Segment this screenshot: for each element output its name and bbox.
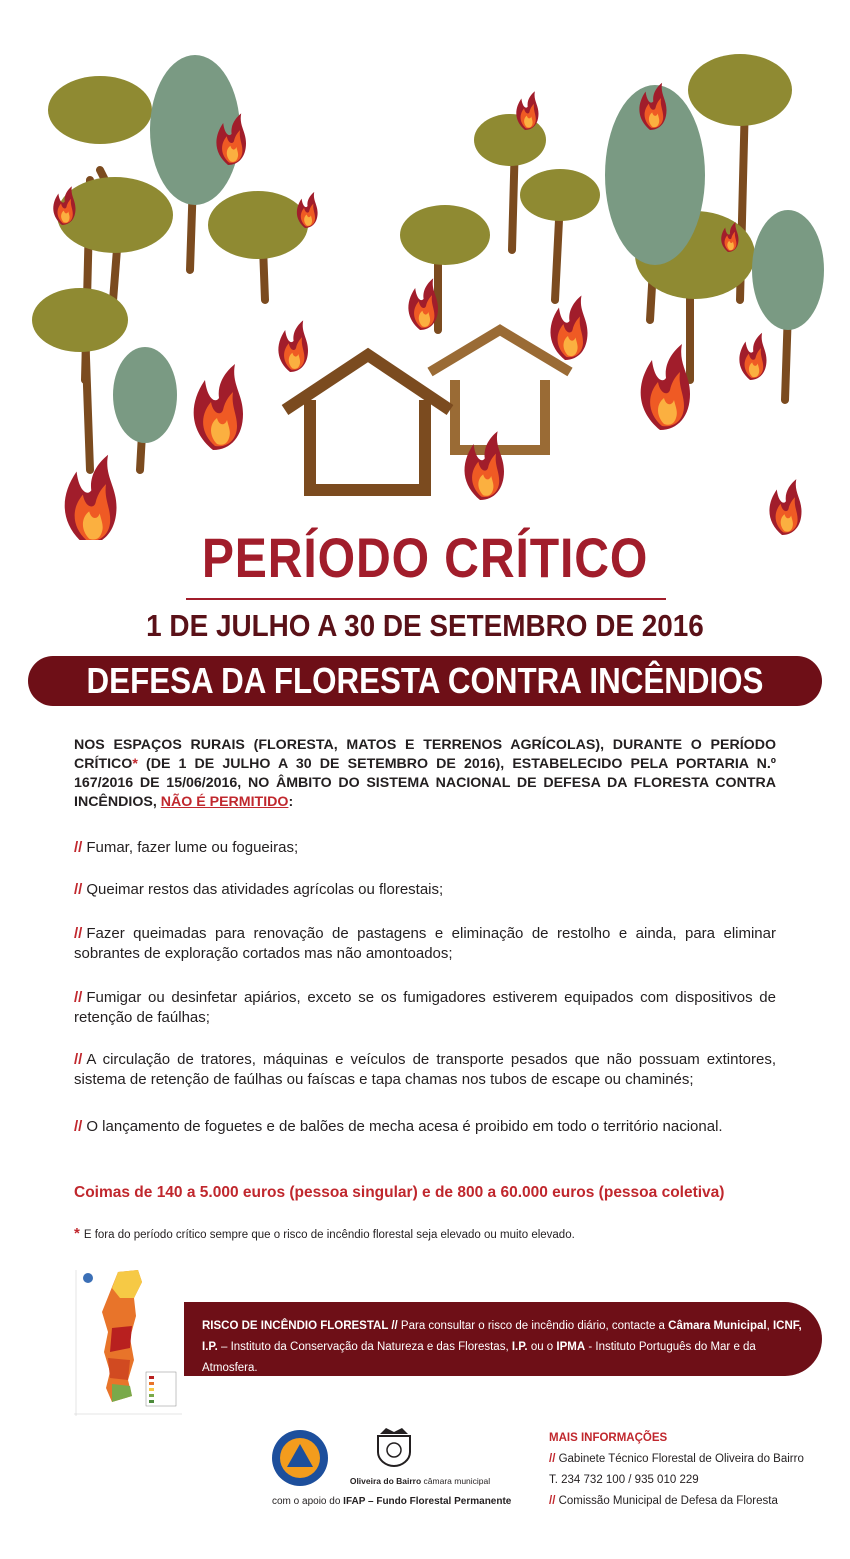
municipality-name-rest: câmara municipal	[421, 1476, 491, 1486]
list-marker: //	[74, 1118, 83, 1135]
footnote-text: E fora do período crítico sempre que o risco de incêndio florestal seja elevado ou muito elevado.	[83, 1229, 575, 1241]
risk-text-2: ,	[766, 1320, 773, 1332]
list-marker: //	[74, 881, 83, 898]
title-divider	[186, 598, 666, 600]
civil-protection-logo	[270, 1428, 330, 1488]
info-office: Gabinete Técnico Florestal de Oliveira do Bairro	[558, 1453, 804, 1465]
risk-bold-4: IPMA	[556, 1341, 586, 1353]
support-credit	[272, 1496, 532, 1507]
risk-bold-2: ICNF, I.P.	[202, 1320, 802, 1353]
list-item	[74, 1050, 776, 1090]
support-org: IFAP – Fundo Florestal Permanente	[343, 1496, 512, 1507]
intro-asterisk: *	[132, 756, 138, 772]
not-permitted-label: NÃO É PERMITIDO	[160, 794, 289, 810]
info-marker: //	[549, 1495, 556, 1507]
risk-info-banner	[184, 1302, 822, 1376]
info-marker: //	[549, 1453, 556, 1465]
footnote-asterisk: *	[74, 1225, 80, 1242]
intro-text-2: (DE 1 DE JULHO A 30 DE SETEMBRO DE 2016), ESTABELECIDO PELA PORTARIA N.º 167/2016 DE 15/06/2016, NO ÂMBITO DO SISTEMA NACIONAL DE DEFESA DA FLORESTA CONTRA INCÊNDIOS,	[74, 756, 776, 810]
list-marker: //	[74, 989, 83, 1006]
risk-text-5: - Instituto Português do Mar e da Atmosfera.	[202, 1341, 756, 1374]
risk-text-1: Para consultar o risco de incêndio diário, contacte a	[400, 1320, 669, 1332]
list-item-text: Fumigar ou desinfetar apiários, exceto se os fumigadores estiverem equipados com dispositivos de retenção de faúlhas;	[74, 989, 776, 1026]
list-item	[74, 838, 776, 858]
list-item	[74, 880, 776, 900]
municipality-name-bold: Oliveira do Bairro	[349, 1476, 422, 1486]
risk-label: RISCO DE INCÊNDIO FLORESTAL	[202, 1320, 389, 1332]
list-item-text: Fazer queimadas para renovação de pastagens e eliminação de restolho e ainda, para eliminar sobrantes de exploração cortados mas não amontoados;	[74, 925, 776, 962]
support-prefix: com o apoio do	[272, 1496, 344, 1507]
more-info-line	[549, 1491, 829, 1512]
municipality-name	[330, 1476, 510, 1486]
page-title: PERÍODO CRÍTICO	[201, 526, 649, 589]
info-commission: Comissão Municipal de Defesa da Floresta	[558, 1495, 778, 1507]
more-info-line	[549, 1449, 829, 1470]
more-info-heading: MAIS INFORMAÇÕES	[549, 1432, 668, 1444]
list-item-text: Fumar, fazer lume ou fogueiras;	[86, 839, 299, 856]
period-dates: 1 DE JULHO A 30 DE SETEMBRO DE 2016	[146, 608, 704, 643]
list-marker: //	[74, 925, 83, 942]
intro-text: NOS ESPAÇOS RURAIS (FLORESTA, MATOS E TERRENOS AGRÍCOLAS), DURANTE O PERÍODO CRÍTICO	[74, 737, 776, 772]
list-marker: //	[74, 1051, 83, 1068]
list-item-text: O lançamento de foguetes e de balões de mecha acesa é proibido em todo o território nacional.	[86, 1118, 723, 1135]
risk-text-4: ou o	[527, 1341, 557, 1353]
banner	[28, 656, 822, 706]
risk-text-3: – Instituto da Conservação da Natureza e das Florestas,	[217, 1341, 512, 1353]
risk-bold-3: I.P.	[511, 1341, 528, 1353]
list-item	[74, 924, 776, 964]
footnote	[74, 1226, 776, 1243]
intro-colon: :	[288, 794, 294, 810]
list-item-text: Queimar restos das atividades agrícolas ou florestais;	[86, 881, 444, 898]
risk-bold-1: Câmara Municipal	[668, 1320, 767, 1332]
portugal-risk-map	[72, 1268, 184, 1418]
forest-fire-illustration	[0, 0, 850, 540]
intro-paragraph	[74, 736, 776, 812]
list-item	[74, 1117, 776, 1137]
municipality-crest-logo	[372, 1426, 416, 1468]
more-info	[549, 1428, 829, 1512]
list-item-text: A circulação de tratores, máquinas e veículos de transporte pesados que não possuam extintores, sistema de retenção de faúlhas ou faíscas e tapa chamas nos tubos de escape ou chaminés;	[74, 1051, 776, 1088]
fines-notice: Coimas de 140 a 5.000 euros (pessoa singular) e de 800 a 60.000 euros (pessoa coletiva)	[74, 1184, 725, 1201]
banner-title: DEFESA DA FLORESTA CONTRA INCÊNDIOS	[86, 660, 764, 701]
list-item	[74, 988, 776, 1028]
list-marker: //	[74, 839, 83, 856]
info-phone: T. 234 732 100 / 935 010 229	[549, 1474, 699, 1486]
risk-info-text	[202, 1316, 802, 1379]
risk-separator: //	[388, 1320, 401, 1332]
